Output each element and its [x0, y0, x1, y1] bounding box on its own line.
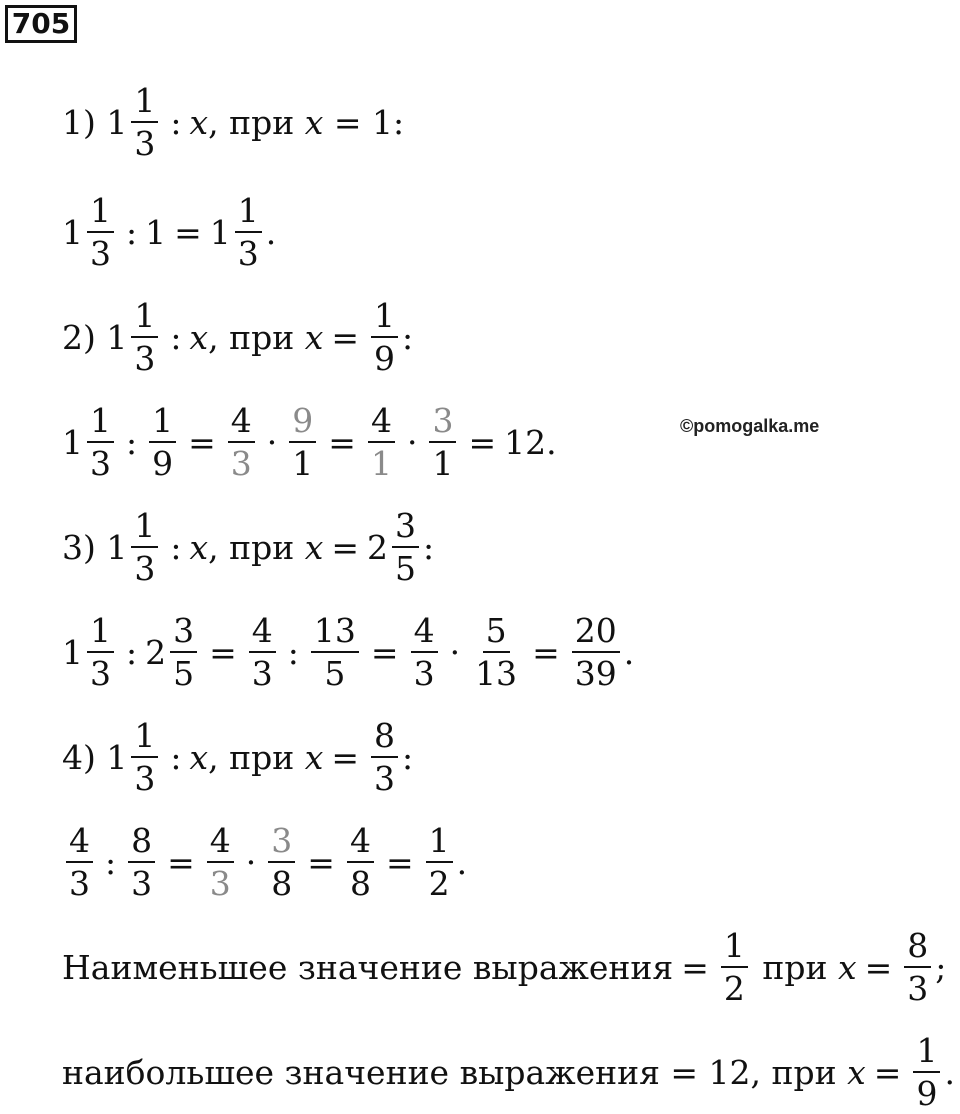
fraction: $\frac{9}{1}$: [289, 404, 316, 480]
conclusion-text: наибольшее значение выражения: [62, 1052, 660, 1092]
whole-part: 1: [106, 317, 128, 357]
whole-part: 1: [106, 527, 128, 567]
variable: x: [304, 102, 324, 142]
whole-part: 2: [367, 527, 388, 567]
condition-value: = 1:: [333, 102, 405, 142]
fraction: $\frac{1}{3}$: [131, 509, 158, 585]
condition-word: , при: [208, 737, 295, 777]
task-label: 2): [62, 317, 96, 357]
whole-part: 1: [62, 212, 83, 252]
fraction: $\frac{1}{3}$: [87, 614, 114, 690]
fraction: $\frac{4}{3}$: [411, 614, 438, 690]
divisor: 1: [145, 212, 167, 252]
task-4-statement: 4) 1 $\frac{1}{3}$ : x , при x = $\frac{8}{3}$ :: [62, 716, 414, 798]
fraction: $\frac{3}{1}$: [429, 404, 456, 480]
fraction: $\frac{1}{9}$: [913, 1034, 940, 1110]
task-4-solution: $\frac{4}{3}$ : $\frac{8}{3}$ = $\frac{4}{3}$ · $\frac{3}{8}$ = $\frac{4}{8}$ = $\frac{1}{2}$ .: [62, 820, 467, 904]
fraction: $\frac{1}{9}$: [371, 299, 398, 375]
fraction: $\frac{1}{3}$: [87, 194, 114, 270]
fraction: $\frac{4}{8}$: [347, 824, 374, 900]
task-1-statement: 1) 1 $\frac{1}{3}$ : x , при x = 1:: [62, 81, 405, 163]
fraction: $\frac{13}{5}$: [311, 614, 359, 690]
variable: x: [304, 317, 324, 357]
fraction: $\frac{4}{3}$: [207, 824, 234, 900]
task-label: 3): [62, 527, 96, 567]
task-3-solution: 1 $\frac{1}{3}$ : 2 $\frac{3}{5}$ = $\frac{4}{3}$ : $\frac{13}{5}$ = $\frac{4}{3}$ · $\frac{5}{13}$ = $\frac{20}{39}$ .: [62, 611, 635, 693]
variable: x: [189, 102, 209, 142]
variable: x: [189, 737, 209, 777]
fraction: $\frac{8}{3}$: [904, 929, 931, 1005]
fraction: $\frac{4}{3}$: [228, 404, 255, 480]
watermark: ©pomogalka.me: [680, 416, 820, 436]
variable: x: [847, 1052, 866, 1092]
fraction: $\frac{1}{9}$: [149, 404, 176, 480]
condition-word: при: [762, 947, 828, 987]
fraction: $\frac{3}{5}$: [392, 509, 419, 585]
fraction: $\frac{4}{3}$: [66, 824, 93, 900]
conclusion-minimum: Наименьшее значение выражения = $\frac{1}{2}$ при x = $\frac{8}{3}$ ;: [62, 926, 947, 1008]
condition-word: , при: [208, 317, 295, 357]
fraction: $\frac{1}{3}$: [87, 404, 114, 480]
fraction: $\frac{1}{3}$: [131, 299, 158, 375]
fraction: $\frac{8}{3}$: [371, 719, 398, 795]
fraction: $\frac{8}{3}$: [128, 824, 155, 900]
task-2-solution: 1 $\frac{1}{3}$ : $\frac{1}{9}$ = $\frac{4}{3}$ · $\frac{9}{1}$ = $\frac{4}{1}$ · $\frac{3}{1}$ = 12 .: [62, 401, 557, 483]
fraction: $\frac{4}{3}$: [249, 614, 276, 690]
condition-word: , при: [208, 102, 295, 142]
task-2-statement: 2) 1 $\frac{1}{3}$ : x , при x = $\frac{1}{9}$ :: [62, 296, 414, 378]
result-fraction: $\frac{1}{2}$: [426, 824, 453, 900]
whole-part: 1: [62, 422, 83, 462]
task-label: 4): [62, 737, 96, 777]
problem-number: 705: [5, 5, 77, 43]
variable: x: [304, 737, 324, 777]
variable: x: [837, 947, 857, 987]
fraction: $\frac{1}{2}$: [721, 929, 748, 1005]
fraction: $\frac{4}{1}$: [368, 404, 395, 480]
result-fraction: $\frac{20}{39}$: [572, 614, 620, 690]
conclusion-maximum: наибольшее значение выражения = 12, при x = $\frac{1}{9}$ .: [62, 1031, 955, 1113]
task-label: 1): [62, 102, 96, 142]
task-3-statement: 3) 1 $\frac{1}{3}$ : x , при x = 2 $\frac{3}{5}$ :: [62, 506, 435, 588]
whole-part: 1: [106, 737, 128, 777]
fraction: $\frac{1}{3}$: [131, 719, 158, 795]
fraction: $\frac{5}{13}$: [475, 611, 518, 693]
variable: x: [189, 317, 209, 357]
fraction: $\frac{3}{5}$: [170, 614, 197, 690]
variable: x: [304, 527, 324, 567]
variable: x: [189, 527, 209, 567]
whole-part: 1: [209, 212, 231, 252]
conclusion-text: Наименьшее значение выражения: [62, 947, 674, 987]
fraction: $\frac{3}{8}$: [268, 824, 295, 900]
result: 12: [504, 422, 547, 462]
fraction: $\frac{1}{3}$: [131, 84, 158, 160]
whole-part: 1: [106, 102, 128, 142]
conclusion-value: = 12,: [670, 1052, 762, 1092]
condition-word: , при: [208, 527, 295, 567]
whole-part: 2: [145, 632, 167, 672]
whole-part: 1: [62, 632, 83, 672]
fraction: $\frac{1}{3}$: [235, 194, 262, 270]
condition-word: при: [771, 1052, 837, 1092]
task-1-solution: 1 $\frac{1}{3}$ : 1 = 1 $\frac{1}{3}$ .: [62, 191, 277, 273]
